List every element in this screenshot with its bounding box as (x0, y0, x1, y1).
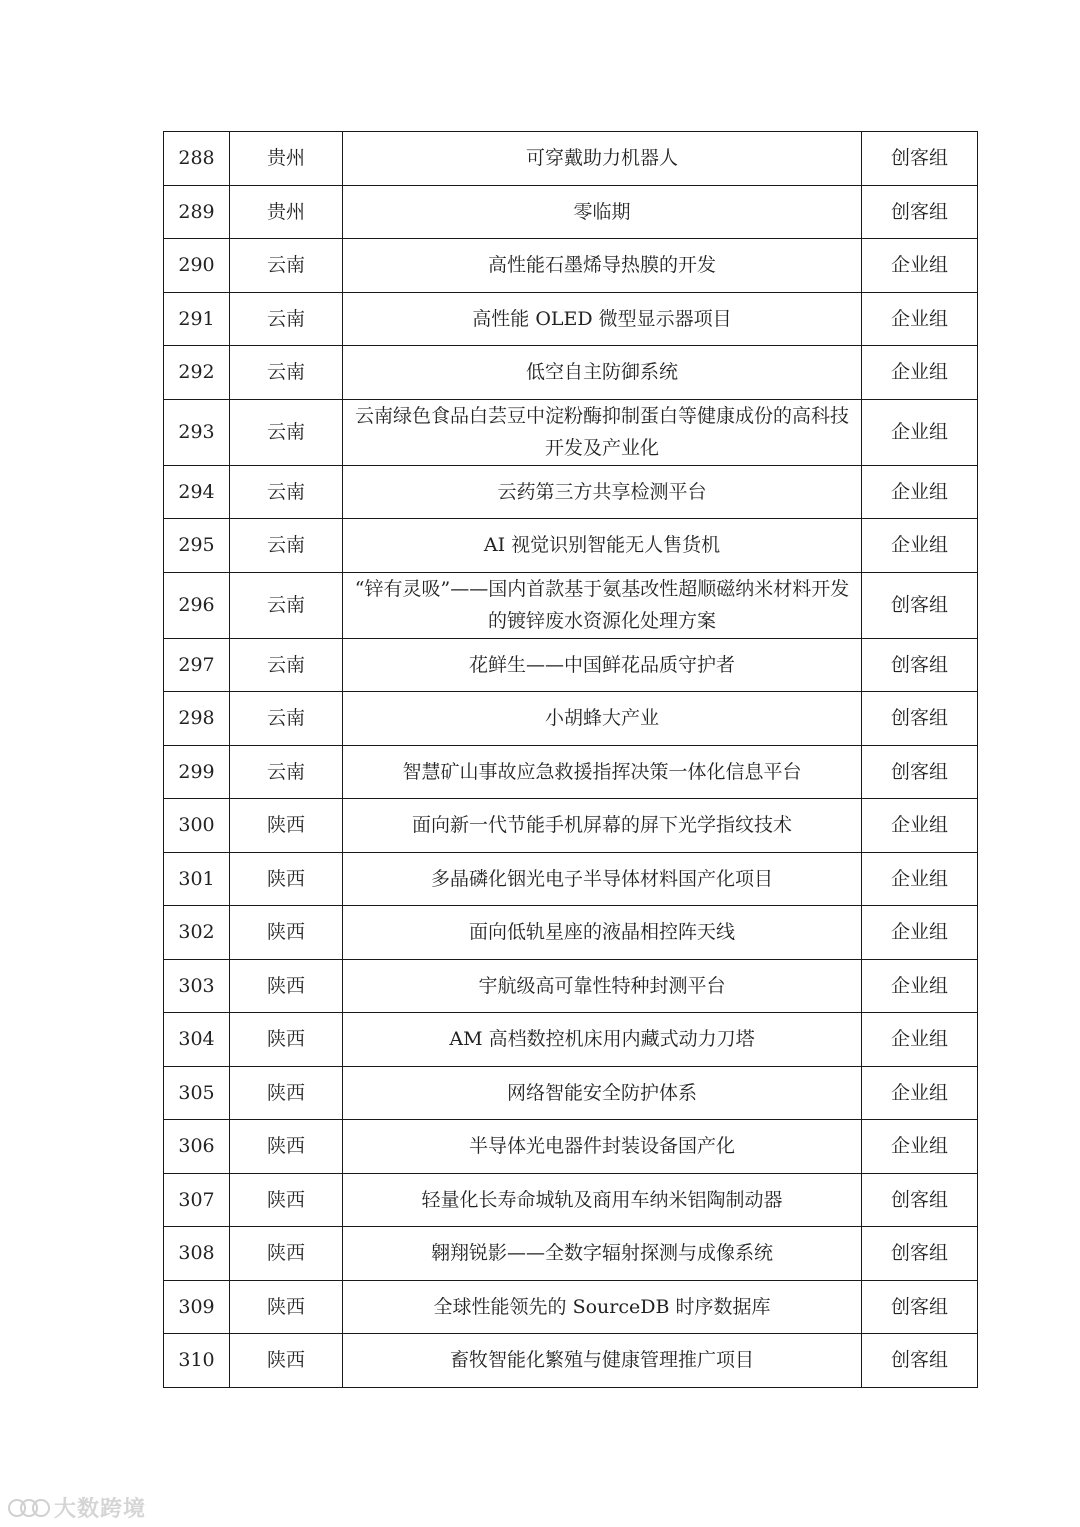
row-project-name: 全球性能领先的 SourceDB 时序数据库 (343, 1280, 862, 1334)
row-project-name: 网络智能安全防护体系 (343, 1066, 862, 1120)
row-number: 289 (164, 185, 230, 239)
table-row (164, 1280, 978, 1334)
watermark (8, 1492, 146, 1522)
table-row (164, 185, 978, 239)
table-row (164, 519, 978, 573)
row-group: 企业组 (862, 906, 978, 960)
row-region: 云南 (230, 239, 343, 293)
row-region: 陕西 (230, 959, 343, 1013)
row-project-name: 花鲜生——中国鲜花品质守护者 (343, 638, 862, 692)
row-region: 云南 (230, 519, 343, 573)
row-region: 陕西 (230, 1227, 343, 1281)
row-project-name: 翱翔锐影——全数字辐射探测与成像系统 (343, 1227, 862, 1281)
row-group: 企业组 (862, 1120, 978, 1174)
table-row (164, 292, 978, 346)
row-project-name: 云药第三方共享检测平台 (343, 465, 862, 519)
row-project-name: 小胡蜂大产业 (343, 692, 862, 746)
row-group: 企业组 (862, 519, 978, 573)
row-group: 企业组 (862, 799, 978, 853)
table-row (164, 1173, 978, 1227)
row-region: 云南 (230, 638, 343, 692)
row-number: 297 (164, 638, 230, 692)
row-number: 291 (164, 292, 230, 346)
row-number: 288 (164, 132, 230, 186)
table-row (164, 239, 978, 293)
row-group: 创客组 (862, 185, 978, 239)
row-region: 陕西 (230, 1280, 343, 1334)
row-project-name: AI 视觉识别智能无人售货机 (343, 519, 862, 573)
table-row (164, 1013, 978, 1067)
table-row (164, 799, 978, 853)
table-row (164, 959, 978, 1013)
row-number: 308 (164, 1227, 230, 1281)
row-group: 创客组 (862, 638, 978, 692)
row-group: 企业组 (862, 465, 978, 519)
row-group: 企业组 (862, 239, 978, 293)
row-group: 创客组 (862, 745, 978, 799)
row-group: 企业组 (862, 292, 978, 346)
watermark-text: 大数跨境 (54, 1496, 147, 1522)
row-group: 企业组 (862, 1066, 978, 1120)
row-project-name: 高性能 OLED 微型显示器项目 (343, 292, 862, 346)
row-region: 陕西 (230, 906, 343, 960)
row-region: 陕西 (230, 1013, 343, 1067)
table-row (164, 745, 978, 799)
row-project-name: 轻量化长寿命城轨及商用车纳米铝陶制动器 (343, 1173, 862, 1227)
row-number: 310 (164, 1334, 230, 1388)
row-number: 307 (164, 1173, 230, 1227)
row-group: 创客组 (862, 572, 978, 638)
row-project-name: 云南绿色食品白芸豆中淀粉酶抑制蛋白等健康成份的高科技开发及产业化 (343, 399, 862, 465)
row-region: 陕西 (230, 1173, 343, 1227)
row-group: 创客组 (862, 1280, 978, 1334)
row-group: 创客组 (862, 1334, 978, 1388)
row-region: 陕西 (230, 799, 343, 853)
row-number: 295 (164, 519, 230, 573)
row-region: 云南 (230, 465, 343, 519)
table-row (164, 1066, 978, 1120)
project-table (163, 131, 978, 1388)
row-region: 云南 (230, 745, 343, 799)
table-row (164, 1334, 978, 1388)
row-project-name: 低空自主防御系统 (343, 346, 862, 400)
row-region: 云南 (230, 399, 343, 465)
row-number: 302 (164, 906, 230, 960)
table-row (164, 572, 978, 638)
row-project-name: 面向新一代节能手机屏幕的屏下光学指纹技术 (343, 799, 862, 853)
row-number: 292 (164, 346, 230, 400)
row-project-name: 智慧矿山事故应急救援指挥决策一体化信息平台 (343, 745, 862, 799)
row-project-name: 零临期 (343, 185, 862, 239)
row-region: 陕西 (230, 1066, 343, 1120)
row-region: 贵州 (230, 185, 343, 239)
row-project-name: 可穿戴助力机器人 (343, 132, 862, 186)
table-row (164, 1120, 978, 1174)
row-number: 300 (164, 799, 230, 853)
table-row (164, 399, 978, 465)
row-group: 创客组 (862, 692, 978, 746)
row-group: 企业组 (862, 852, 978, 906)
watermark-logo-icon (8, 1496, 48, 1518)
table-row (164, 906, 978, 960)
table-row (164, 132, 978, 186)
row-region: 陕西 (230, 852, 343, 906)
row-project-name: “锌有灵吸”——国内首款基于氨基改性超顺磁纳米材料开发的镀锌废水资源化处理方案 (343, 572, 862, 638)
row-project-name: 半导体光电器件封装设备国产化 (343, 1120, 862, 1174)
table-row (164, 638, 978, 692)
row-region: 云南 (230, 292, 343, 346)
table-row (164, 346, 978, 400)
table-row (164, 465, 978, 519)
row-number: 294 (164, 465, 230, 519)
row-region: 陕西 (230, 1120, 343, 1174)
row-number: 305 (164, 1066, 230, 1120)
row-group: 企业组 (862, 1013, 978, 1067)
row-project-name: 高性能石墨烯导热膜的开发 (343, 239, 862, 293)
row-number: 298 (164, 692, 230, 746)
row-number: 293 (164, 399, 230, 465)
row-project-name: AM 高档数控机床用内藏式动力刀塔 (343, 1013, 862, 1067)
row-region: 陕西 (230, 1334, 343, 1388)
row-group: 企业组 (862, 959, 978, 1013)
row-project-name: 多晶磷化铟光电子半导体材料国产化项目 (343, 852, 862, 906)
row-number: 306 (164, 1120, 230, 1174)
row-group: 创客组 (862, 1227, 978, 1281)
row-project-name: 畜牧智能化繁殖与健康管理推广项目 (343, 1334, 862, 1388)
row-group: 创客组 (862, 132, 978, 186)
row-number: 290 (164, 239, 230, 293)
row-number: 309 (164, 1280, 230, 1334)
row-group: 企业组 (862, 346, 978, 400)
row-number: 296 (164, 572, 230, 638)
row-number: 299 (164, 745, 230, 799)
row-number: 304 (164, 1013, 230, 1067)
row-region: 云南 (230, 692, 343, 746)
table-row (164, 692, 978, 746)
row-region: 云南 (230, 572, 343, 638)
table-row (164, 852, 978, 906)
table-row (164, 1227, 978, 1281)
row-project-name: 宇航级高可靠性特种封测平台 (343, 959, 862, 1013)
row-region: 云南 (230, 346, 343, 400)
row-number: 301 (164, 852, 230, 906)
row-region: 贵州 (230, 132, 343, 186)
row-group: 创客组 (862, 1173, 978, 1227)
row-number: 303 (164, 959, 230, 1013)
row-group: 企业组 (862, 399, 978, 465)
row-project-name: 面向低轨星座的液晶相控阵天线 (343, 906, 862, 960)
